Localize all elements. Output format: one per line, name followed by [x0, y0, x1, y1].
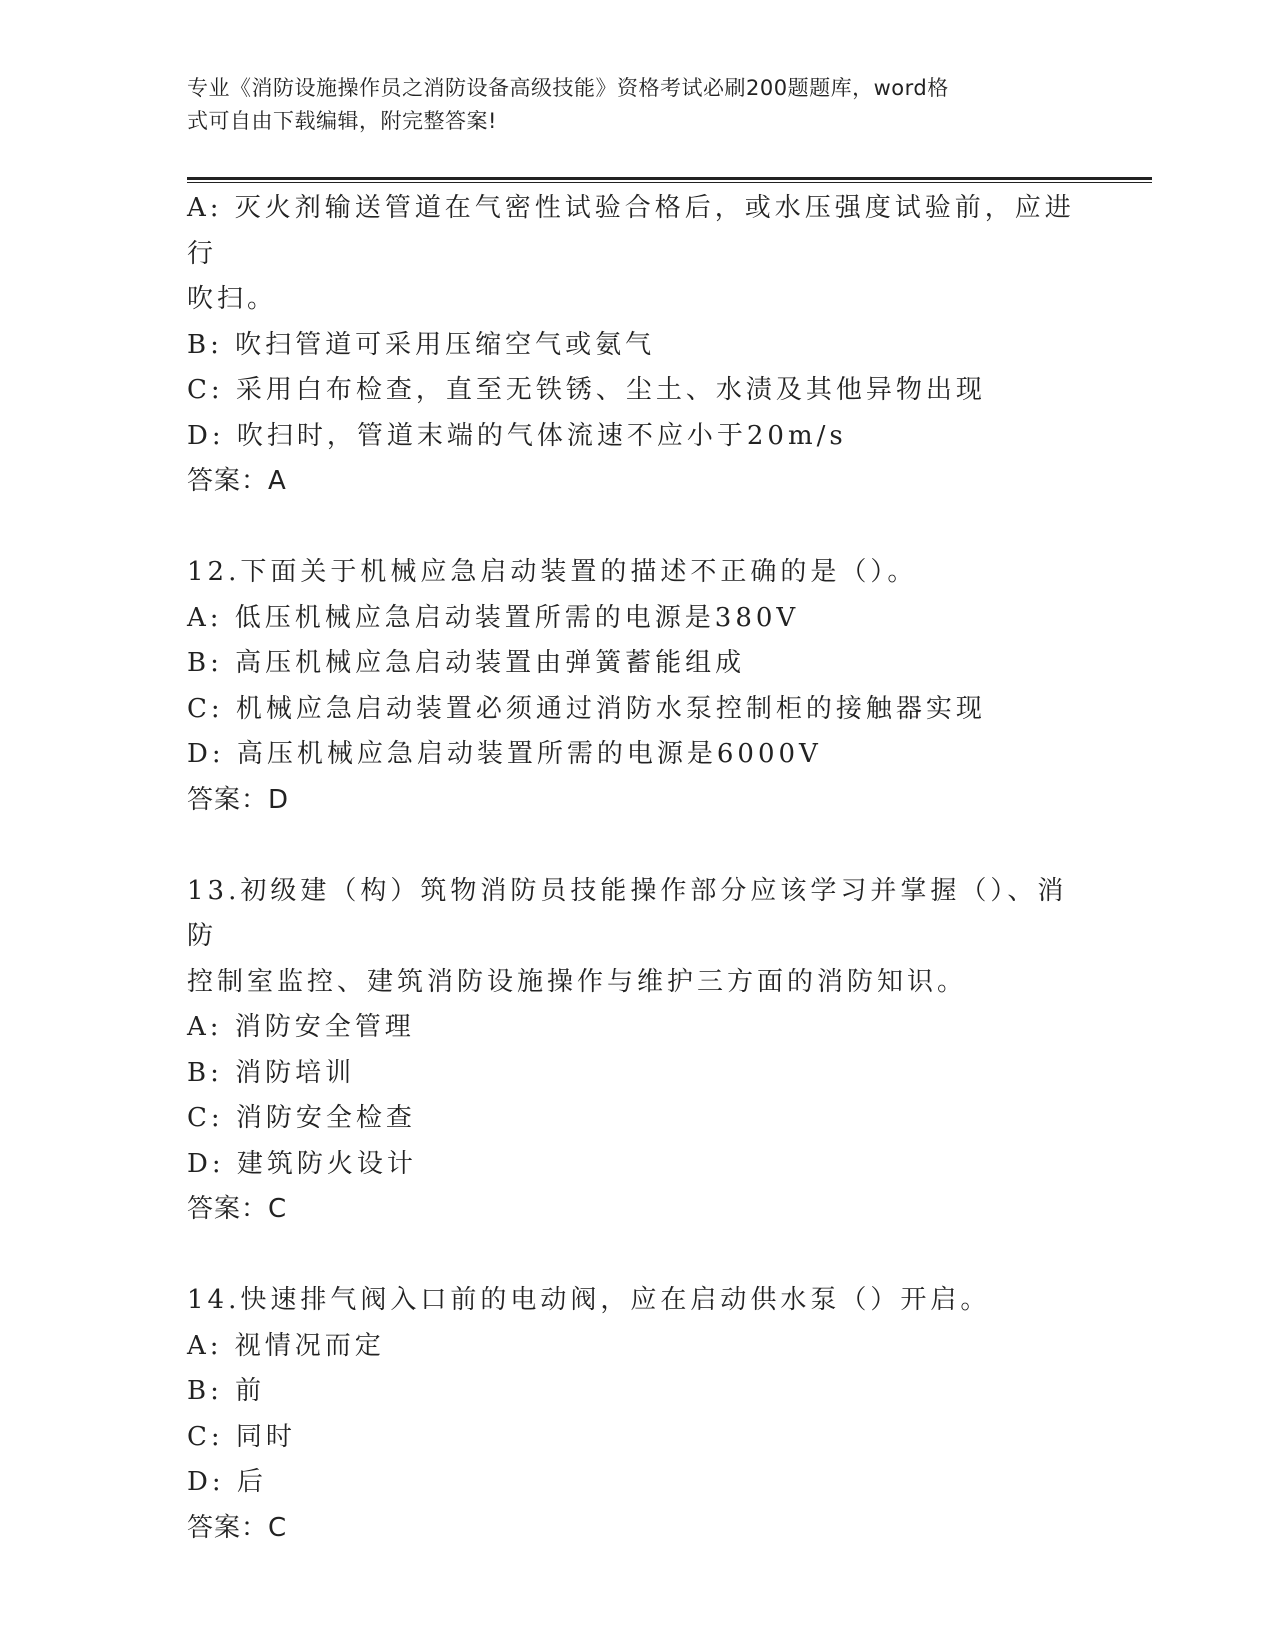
q12-answer: 答案：D [187, 784, 290, 815]
q13-option-d: D: 建筑防火设计 [187, 1148, 417, 1179]
q11-option-a-line-2: 吹扫。 [187, 284, 278, 314]
q11-option-a-line-1: A: 灭火剂输送管道在气密性试验合格后，或水压强度试验前，应进行 [187, 193, 1075, 269]
spacer [187, 505, 1087, 551]
q11-option-b: B: 吹扫管道可采用压缩空气或氨气 [187, 329, 656, 360]
q11-option-c: C: 采用白布检查，直至无铁锈、尘土、水渍及其他异物出现 [187, 375, 986, 405]
document-header [187, 72, 1067, 138]
q12-option-a: A: 低压机械应急启动装置所需的电源是380V [187, 602, 800, 633]
q14-answer: 答案：C [187, 1512, 288, 1543]
q14-option-c: C: 同时 [187, 1421, 296, 1452]
q14-option-d: D: 后 [187, 1467, 267, 1497]
header-line-2: 式可自由下载编辑，附完整答案! [187, 109, 497, 133]
spacer [187, 823, 1087, 869]
q14-question: 14.快速排气阀入口前的电动阀，应在启动供水泵（）开启。 [187, 1285, 991, 1315]
q14-option-b: B: 前 [187, 1376, 266, 1406]
q12-question: 12.下面关于机械应急启动装置的描述不正确的是（）。 [187, 557, 918, 587]
q11-option-d: D: 吹扫时，管道末端的气体流速不应小于20m/s [187, 420, 847, 451]
question-12-block [187, 550, 1087, 823]
q13-answer: 答案：C [187, 1194, 288, 1224]
question-13-block [187, 869, 1087, 1233]
question-list [187, 186, 1087, 1551]
q12-option-c: C: 机械应急启动装置必须通过消防水泵控制柜的接触器实现 [187, 693, 986, 724]
spacer [187, 1233, 1087, 1279]
q12-option-d: D: 高压机械应急启动装置所需的电源是6000V [187, 739, 822, 769]
q13-option-c: C: 消防安全检查 [187, 1103, 416, 1133]
q12-option-b: B: 高压机械应急启动装置由弹簧蓄能组成 [187, 648, 746, 678]
question-11-block [187, 186, 1087, 505]
q13-question-line-1: 13.初级建（构）筑物消防员技能操作部分应该学习并掌握（）、消防 [187, 875, 1068, 951]
q13-option-b: B: 消防培训 [187, 1057, 356, 1088]
q14-option-a: A: 视情况而定 [187, 1330, 385, 1361]
header-rule-thick [187, 177, 1152, 180]
q13-option-a: A: 消防安全管理 [187, 1012, 415, 1042]
q11-answer: 答案：A [187, 466, 287, 496]
question-14-block [187, 1278, 1087, 1551]
q13-question-line-2: 控制室监控、建筑消防设施操作与维护三方面的消防知识。 [187, 966, 968, 997]
header-line-1: 专业《消防设施操作员之消防设备高级技能》资格考试必刷200题题库，word格 [187, 76, 949, 100]
header-rule-thin [187, 182, 1152, 183]
